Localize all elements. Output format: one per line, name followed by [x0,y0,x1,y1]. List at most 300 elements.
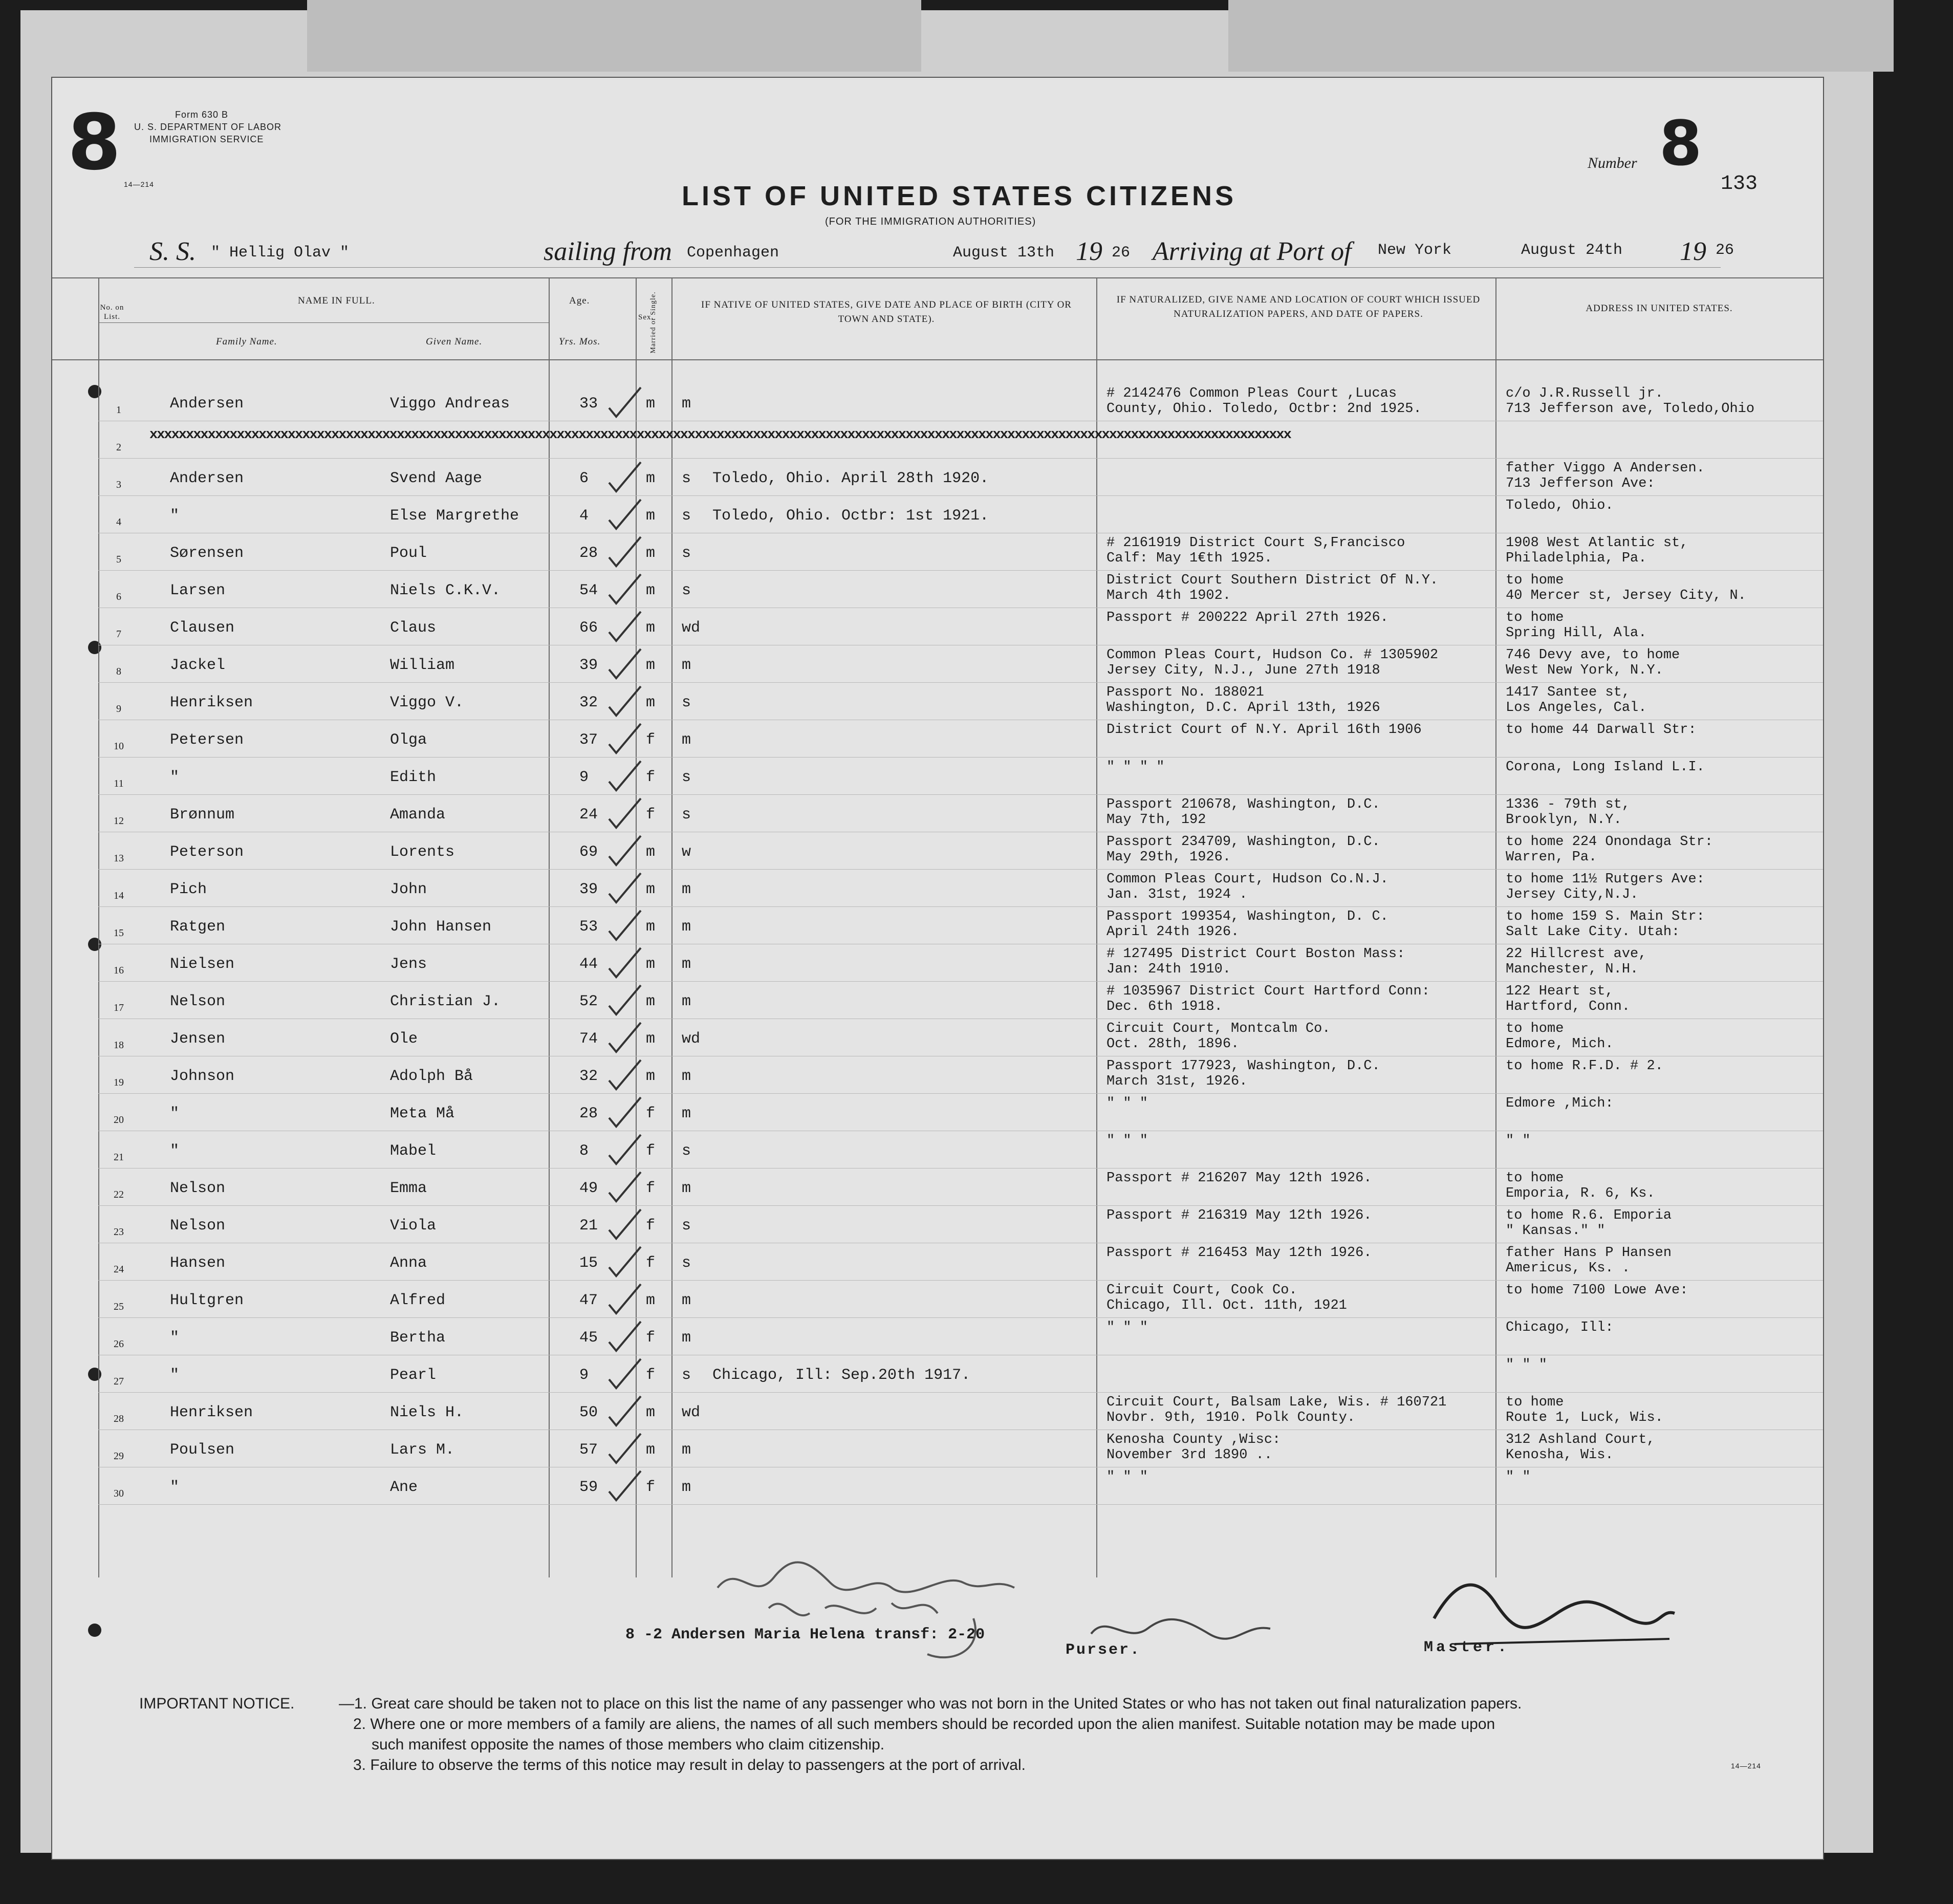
age-years: 54 [579,582,598,599]
address-line: Jersey City,N.J. [1506,887,1639,902]
sex: m [646,657,656,674]
given-name: Pearl [390,1367,437,1384]
age-years: 24 [579,806,598,824]
family-name: Jackel [170,657,226,674]
sex: m [646,1441,656,1459]
naturalization-line: May 7th, 192 [1106,812,1206,828]
sex: f [646,769,656,786]
naturalization-line: Jan: 24th 1910. [1106,962,1231,977]
form-number: Form 630 B [175,110,229,120]
sex: m [646,694,656,711]
naturalization-line: Passport 199354, Washington, D. C. [1106,909,1388,924]
address-line: Philadelphia, Pa. [1506,551,1647,566]
check-mark-icon [605,1244,646,1280]
given-name: Jens [390,956,427,973]
family-name: Nelson [170,1217,226,1235]
naturalization-line: March 31st, 1926. [1106,1074,1248,1089]
check-mark-icon [605,534,646,570]
col-header-family: Family Name. [216,336,277,347]
sex: m [646,619,656,637]
check-mark-icon [605,796,646,832]
family-name: Jensen [170,1030,226,1048]
check-mark-icon [605,609,646,645]
given-name: Olga [390,731,427,749]
marital-status: s [682,806,691,824]
address-line: Hartford, Conn. [1506,999,1631,1014]
naturalization-line: March 4th 1902. [1106,588,1231,603]
sex: m [646,993,656,1010]
check-mark-icon [605,572,646,608]
row-rule [98,1093,1823,1094]
address-line: 312 Ashland Court, [1506,1432,1655,1447]
address-line: Edmore ,Mich: [1506,1096,1614,1111]
address-line: to home 44 Darwall Str: [1506,722,1697,738]
col-header-married: Married or Single. [649,291,657,354]
row-number: 6 [116,591,121,602]
sex: m [646,918,656,936]
marital-status: s [682,545,691,562]
sex: m [646,1292,656,1309]
age-years: 33 [579,395,598,413]
col-divider [549,277,550,1577]
naturalization-line: # 2161919 District Court S,Francisco [1106,535,1405,551]
arrival-port: New York [1378,242,1452,259]
row-rule [98,570,1823,571]
address-line: 22 Hillcrest ave, [1506,946,1647,962]
address-line: to home 11½ Rutgers Ave: [1506,872,1705,887]
marital-status: s [682,694,691,711]
row-number: 27 [114,1376,124,1387]
age-years: 39 [579,657,598,674]
naturalization-line: # 127495 District Court Boston Mass: [1106,946,1405,962]
marital-status: m [682,918,691,936]
row-number: 28 [114,1413,124,1424]
age-years: 57 [579,1441,598,1459]
naturalization-line: Kenosha County ,Wisc: [1106,1432,1281,1447]
year-prefix: 19 [1680,237,1706,266]
marital-status: wd [682,1404,701,1421]
sex: f [646,1254,656,1272]
family-name: Clausen [170,619,235,637]
address-line: " " " [1506,1357,1548,1373]
given-name: Alfred [390,1292,446,1309]
sex: f [646,1180,656,1197]
marital-status: s [682,769,691,786]
marital-status: s [682,1217,691,1235]
address-line: 713 Jefferson Ave: [1506,476,1655,491]
marital-status: m [682,956,691,973]
row-rule [98,1392,1823,1393]
sex: f [646,1105,656,1122]
row-rule [98,1504,1823,1505]
departure-year: 26 [1112,244,1131,262]
check-mark-icon [605,833,646,869]
address-line: Los Angeles, Cal. [1506,700,1647,716]
row-number: 14 [114,890,124,901]
address-line: 40 Mercer st, Jersey City, N. [1506,588,1746,603]
naturalization-line: Passport # 216453 May 12th 1926. [1106,1245,1372,1261]
age-years: 69 [579,843,598,861]
sex: m [646,470,656,487]
address-line: c/o J.R.Russell jr. [1506,386,1663,401]
given-name: William [390,657,455,674]
departure-date: August 13th [953,244,1055,262]
ship-name: " Hellig Olav " [211,244,350,262]
row-number: 13 [114,853,124,864]
year-prefix: 19 [1076,237,1102,266]
address-line: West New York, N.Y. [1506,663,1663,678]
sex: m [646,881,656,898]
row-number: 25 [114,1301,124,1312]
naturalization-line: " " " [1106,1469,1148,1485]
naturalization-line: Calf: May 1€th 1925. [1106,551,1273,566]
family-name: Hultgren [170,1292,244,1309]
punch-hole [88,1368,101,1381]
family-name: Sørensen [170,545,244,562]
row-number: 3 [116,479,121,490]
col-header-given: Given Name. [426,336,483,347]
row-number: 17 [114,1002,124,1013]
address-line: Kenosha, Wis. [1506,1447,1614,1463]
naturalization-line: " " " [1106,1320,1148,1335]
punch-hole [88,641,101,654]
col-header-name: NAME IN FULL. [298,295,375,306]
sex: f [646,1142,656,1160]
check-mark-icon [605,1468,646,1504]
marital-status: m [682,1105,691,1122]
row-rule [98,1280,1823,1281]
sex: m [646,507,656,525]
row-number: 29 [114,1451,124,1462]
row-rule [98,981,1823,982]
check-mark-icon [605,684,646,720]
address-line: Route 1, Luck, Wis. [1506,1410,1663,1425]
marital-status: s [682,470,691,487]
number-value: 8 [1659,109,1702,180]
table-top-border [52,277,1823,278]
check-mark-icon [605,983,646,1019]
sex: m [646,1068,656,1085]
family-name: Brønnum [170,806,235,824]
naturalization-line: " " " " [1106,760,1165,775]
row-number: 5 [116,554,121,565]
sex: m [646,582,656,599]
marital-status: s [682,582,691,599]
age-years: 59 [579,1479,598,1496]
naturalization-line: May 29th, 1926. [1106,850,1231,865]
naturalization-line: Circuit Court, Montcalm Co. [1106,1021,1331,1036]
age-years: 28 [579,1105,598,1122]
age-years: 32 [579,694,598,711]
naturalization-line: Dec. 6th 1918. [1106,999,1223,1014]
age-years: 32 [579,1068,598,1085]
sex: m [646,1404,656,1421]
given-name: Mabel [390,1142,437,1160]
naturalization-line: Passport # 200222 April 27th 1926. [1106,610,1388,625]
arrival-date: August 24th [1521,242,1623,259]
given-name: Else Margrethe [390,507,519,525]
col-header-native: IF NATIVE OF UNITED STATES, GIVE DATE AND PLACE OF BIRTH (CITY OR TOWN AND STATE). [701,299,1072,324]
naturalization-line: Washington, D.C. April 13th, 1926 [1106,700,1380,716]
handwritten-signatures [707,1531,1756,1664]
row-number: 16 [114,965,124,976]
row-rule [98,1168,1823,1169]
age-years: 37 [579,731,598,749]
marital-status: m [682,395,691,413]
given-name: Lorents [390,843,455,861]
check-mark-icon [605,1431,646,1467]
naturalization-line: District Court Southern District Of N.Y. [1106,573,1439,588]
given-name: John Hansen [390,918,492,936]
row-rule [98,757,1823,758]
row-number: 30 [114,1488,124,1499]
naturalization-line: " " " [1106,1133,1148,1149]
check-mark-icon [605,721,646,757]
address-line: to home 7100 Lowe Ave: [1506,1283,1688,1298]
check-mark-icon [605,759,646,794]
form-code: 14—214 [124,180,154,188]
given-name: John [390,881,427,898]
address-line: " " [1506,1133,1531,1149]
purser-label: Purser. [1066,1641,1141,1659]
naturalization-line: Passport # 216207 May 12th 1926. [1106,1171,1372,1186]
check-mark-icon [605,1170,646,1205]
notice-form-code: 14—214 [1731,1762,1761,1770]
sex: f [646,806,656,824]
given-name: Svend Aage [390,470,483,487]
check-mark-icon [605,871,646,906]
naturalization-line: Jersey City, N.J., June 27th 1918 [1106,663,1380,678]
table-header-border [52,359,1823,360]
address-line: 122 Heart st, [1506,984,1614,999]
transfer-note: 8 -2 Andersen Maria Helena transf: 2-20 [625,1626,985,1643]
row-rule [98,794,1823,795]
age-years: 49 [579,1180,598,1197]
sex: f [646,1479,656,1496]
row-number: 2 [116,442,121,453]
sex: m [646,956,656,973]
address-line: Edmore, Mich. [1506,1036,1614,1052]
service: IMMIGRATION SERVICE [149,134,264,144]
sex: m [646,395,656,413]
age-years: 28 [579,545,598,562]
naturalization-line: County, Ohio. Toledo, Octbr: 2nd 1925. [1106,401,1422,417]
birth-place-date: Chicago, Ill: Sep.20th 1917. [712,1367,971,1384]
page-mark: 8 [68,98,121,187]
address-line: Corona, Long Island L.I. [1506,760,1705,775]
family-name: " [170,1329,180,1347]
notice-line-3: such manifest opposite the names of those members who claim citizenship. [372,1736,885,1753]
age-years: 53 [579,918,598,936]
given-name: Claus [390,619,437,637]
family-name: Poulsen [170,1441,235,1459]
address-line: to home [1506,1171,1564,1186]
given-name: Anna [390,1254,427,1272]
row-number: 26 [114,1338,124,1350]
row-number: 11 [114,778,124,789]
manifest-sheet [51,77,1824,1860]
address-line: Brooklyn, N.Y. [1506,812,1622,828]
marital-status: wd [682,1030,701,1048]
age-years: 44 [579,956,598,973]
naturalization-line: Circuit Court, Cook Co. [1106,1283,1297,1298]
row-rule [98,495,1823,496]
row-number: 21 [114,1152,124,1163]
ship-line-rule [134,267,1721,268]
marital-status: m [682,1479,691,1496]
row-rule [98,1205,1823,1206]
given-name: Lars M. [390,1441,455,1459]
marital-status: s [682,1367,691,1384]
marital-status: w [682,843,691,861]
notice-line-4: 3. Failure to observe the terms of this notice may result in delay to passengers at the port of arrival. [353,1757,1026,1773]
address-line: 1336 - 79th st, [1506,797,1631,812]
marital-status: m [682,993,691,1010]
col-header-address: ADDRESS IN UNITED STATES. [1586,303,1733,314]
address-line: father Hans P Hansen [1506,1245,1672,1261]
check-mark-icon [605,1319,646,1355]
naturalization-line: Passport No. 188021 [1106,685,1264,700]
crossed-out-row: xxxxxxxxxxxxxxxxxxxxxxxxxxxxxxxxxxxxxxxxxxxxxxxxxxxxxxxxxxxxxxxxxxxxxxxxxxxxxxxxxxxxxxxxxxxxxxxxxxxxxxxxxxxxxxxxxxxxxxxxxxxxxxxxxxxxxxxxxxxxxxxxxxxxxxxxxxxxx [149,427,1291,443]
given-name: Christian J. [390,993,501,1010]
sex: m [646,843,656,861]
col-header-no: No. on List. [100,304,124,321]
check-mark-icon [605,646,646,682]
address-line: 713 Jefferson ave, Toledo,Ohio [1506,401,1755,417]
marital-status: m [682,1329,691,1347]
marital-status: m [682,881,691,898]
address-line: Americus, Ks. . [1506,1261,1631,1276]
check-mark-icon [605,1207,646,1243]
address-line: 746 Devy ave, to home [1506,647,1680,663]
family-name: " [170,1105,180,1122]
naturalization-line: District Court of N.Y. April 16th 1906 [1106,722,1422,738]
given-name: Viggo Andreas [390,395,510,413]
given-name: Bertha [390,1329,446,1347]
family-name: Andersen [170,470,244,487]
row-number: 4 [116,516,121,528]
row-number: 8 [116,666,121,677]
age-years: 6 [579,470,589,487]
address-line: " " [1506,1469,1531,1485]
age-years: 50 [579,1404,598,1421]
check-mark-icon [605,1095,646,1131]
row-number: 24 [114,1264,124,1275]
notice-line-1: —1. Great care should be taken not to place on this list the name of any passenger who was not born in the United States or who has not taken out final naturalization papers. [339,1695,1522,1712]
family-name: Hansen [170,1254,226,1272]
page-subtitle: (FOR THE IMMIGRATION AUTHORITIES) [825,216,1036,227]
row-rule [98,1317,1823,1318]
sex: m [646,1030,656,1048]
given-name: Emma [390,1180,427,1197]
family-name: Andersen [170,395,244,413]
row-number: 7 [116,629,121,640]
master-label: Master. [1424,1639,1510,1656]
check-mark-icon [605,1394,646,1430]
stamp-number: 133 [1721,172,1758,196]
arrival-year: 26 [1716,242,1734,259]
check-mark-icon [605,1356,646,1392]
col-divider [1096,277,1097,1577]
address-line: to home R.6. Emporia [1506,1208,1672,1223]
paper-tape [1228,0,1894,72]
naturalization-line: # 1035967 District Court Hartford Conn: [1106,984,1430,999]
family-name: Henriksen [170,694,253,711]
address-line: 1417 Santee st, [1506,685,1631,700]
marital-status: m [682,1068,691,1085]
age-years: 4 [579,507,589,525]
age-years: 8 [579,1142,589,1160]
naturalization-line: " " " [1106,1096,1148,1111]
age-years: 45 [579,1329,598,1347]
sex: f [646,731,656,749]
sex: f [646,1367,656,1384]
age-years: 21 [579,1217,598,1235]
family-name: Peterson [170,843,244,861]
punch-hole [88,938,101,951]
address-line: Warren, Pa. [1506,850,1597,865]
given-name: Ane [390,1479,418,1496]
age-years: 52 [579,993,598,1010]
row-rule [98,869,1823,870]
family-name: " [170,1479,180,1496]
marital-status: s [682,1142,691,1160]
age-years: 74 [579,1030,598,1048]
address-line: Chicago, Ill: [1506,1320,1614,1335]
col-divider [1495,277,1496,1577]
check-mark-icon [605,1057,646,1093]
marital-status: m [682,1292,691,1309]
age-years: 47 [579,1292,598,1309]
age-years: 9 [579,1367,589,1384]
age-years: 15 [579,1254,598,1272]
row-rule [98,458,1823,459]
given-name: Amanda [390,806,446,824]
check-mark-icon [605,1132,646,1168]
address-line: to home [1506,573,1564,588]
address-line: to home [1506,610,1564,625]
address-line: to home [1506,1021,1564,1036]
number-label: Number [1588,155,1637,171]
marital-status: s [682,507,691,525]
row-number: 12 [114,815,124,827]
age-years: 66 [579,619,598,637]
name-subheader-rule [98,322,549,323]
family-name: " [170,1367,180,1384]
naturalization-line: Jan. 31st, 1924 . [1106,887,1248,902]
address-line: 1908 West Atlantic st, [1506,535,1688,551]
address-line: Spring Hill, Ala. [1506,625,1647,641]
naturalization-line: Passport 234709, Washington, D.C. [1106,834,1380,850]
notice-heading: IMPORTANT NOTICE. [139,1695,295,1712]
naturalization-line: Novbr. 9th, 1910. Polk County. [1106,1410,1356,1425]
naturalization-line: April 24th 1926. [1106,924,1240,940]
address-line: to home 224 Onondaga Str: [1506,834,1713,850]
naturalization-line: November 3rd 1890 .. [1106,1447,1273,1463]
marital-status: m [682,1441,691,1459]
naturalization-line: Oct. 28th, 1896. [1106,1036,1240,1052]
family-name: Ratgen [170,918,226,936]
naturalization-line: Passport 177923, Washington, D.C. [1106,1058,1380,1074]
check-mark-icon [605,908,646,944]
row-number: 19 [114,1077,124,1088]
punch-hole [88,385,101,398]
given-name: Edith [390,769,437,786]
row-rule [98,682,1823,683]
punch-hole [88,1624,101,1637]
age-years: 39 [579,881,598,898]
address-line: to home R.F.D. # 2. [1506,1058,1663,1074]
